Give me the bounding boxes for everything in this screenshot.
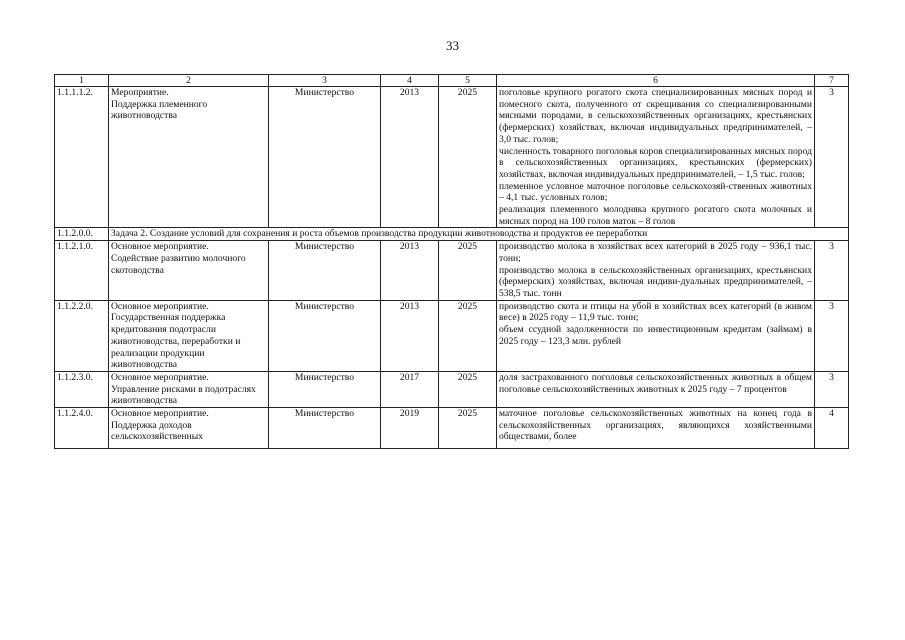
measure-name: Основное мероприятие. Содействие развитию молочного скотоводства [109, 241, 269, 301]
start-year: 2013 [381, 87, 439, 228]
links: 3 [815, 371, 849, 407]
start-year: 2019 [381, 408, 439, 449]
indicators [497, 371, 815, 407]
measure-row [55, 408, 849, 449]
column-number: 7 [815, 75, 849, 87]
indicator-text: производство скота и птицы на убой в хозяйствах всех категорий (в живом весе) в 2025 году – 11,9 тыс. тонн; [499, 300, 812, 324]
page-number: 33 [446, 38, 459, 53]
executor: Министерство [269, 87, 381, 228]
measure-name: Основное мероприятие. Государственная поддержка кредитования подотрасли животноводства, переработки и реализации продукции животноводства [109, 300, 269, 371]
links: 4 [815, 408, 849, 449]
task-title: Задача 2. Создание условий для сохранения и роста объемов производства продукции животноводства и продуктов ее переработки [109, 228, 849, 241]
end-year: 2025 [439, 300, 497, 371]
indicator-text: доля застрахованного поголовья сельскохозяйственных животных в общем поголовье сельскохозяйственных животных к 2025 году – 7 процентов [499, 371, 812, 395]
indicator-text: маточное поголовье сельскохозяйственных животных на конец года в сельскохозяйственных организациях, являющихся хозяйственными обществами, более [499, 408, 812, 443]
row-code: 1.1.1.1.2. [55, 87, 109, 228]
indicators [497, 241, 815, 301]
indicator-text: реализация племенного молодняка крупного рогатого скота молочных и мясных пород на 100 голов маток – 8 голов [499, 204, 812, 227]
measure-name: Основное мероприятие. Управление рисками в подотраслях животноводства [109, 371, 269, 407]
measure-row [55, 241, 849, 301]
executor: Министерство [269, 408, 381, 449]
column-number: 5 [439, 75, 497, 87]
executor: Министерство [269, 300, 381, 371]
start-year: 2017 [381, 371, 439, 407]
column-number: 2 [109, 75, 269, 87]
column-number-row [55, 75, 849, 87]
measure-row [55, 300, 849, 371]
measure-row [55, 87, 849, 228]
row-code: 1.1.2.1.0. [55, 241, 109, 301]
indicators [497, 87, 815, 228]
row-code: 1.1.2.3.0. [55, 371, 109, 407]
row-code: 1.1.2.0.0. [55, 228, 109, 241]
links: 3 [815, 300, 849, 371]
program-table [54, 74, 849, 449]
task-row [55, 228, 849, 241]
executor: Министерство [269, 371, 381, 407]
column-number: 1 [55, 75, 109, 87]
column-number: 3 [269, 75, 381, 87]
column-number: 4 [381, 75, 439, 87]
start-year: 2013 [381, 300, 439, 371]
links: 3 [815, 241, 849, 301]
indicator-text: племенное условное маточное поголовье сельскохозяй-ственных животных – 4,1 тыс. условных голов; [499, 180, 812, 204]
measure-row [55, 371, 849, 407]
indicators [497, 408, 815, 449]
row-code: 1.1.2.4.0. [55, 408, 109, 449]
indicator-text: численность товарного поголовья коров специализированных мясных пород в сельскохозяйственных организациях, крестьянских (фермерских) хозяйствах, включая индивидуальных предпринимателей, – 1,5 тыс. голов; [499, 145, 812, 180]
indicator-text: объем ссудной задолженности по инвестиционным кредитам (займам) в 2025 году – 123,3 млн. рублей [499, 324, 812, 347]
column-number: 6 [497, 75, 815, 87]
end-year: 2025 [439, 408, 497, 449]
links: 3 [815, 87, 849, 228]
end-year: 2025 [439, 371, 497, 407]
end-year: 2025 [439, 241, 497, 301]
measure-name: Мероприятие. Поддержка племенного животноводства [109, 87, 269, 228]
row-code: 1.1.2.2.0. [55, 300, 109, 371]
indicator-text: производство молока в сельскохозяйственных организациях, крестьянских (фермерских) хозяйствах, включая индиви-дуальных предпринимателей, – 538,5 тыс. тонн [499, 264, 812, 299]
executor: Министерство [269, 241, 381, 301]
indicator-text: производство молока в хозяйствах всех категорий в 2025 году – 936,1 тыс. тонн; [499, 241, 812, 264]
indicators [497, 300, 815, 371]
end-year: 2025 [439, 87, 497, 228]
indicator-text: поголовье крупного рогатого скота специализированных мясных пород и помесного скота, полученного от скрещивания со специализированными мясными породами, в сельскохозяйственных организациях, крестьянских (фермерских) хозяйствах, включая индивидуальных предпринимателей, – 3,0 тыс. голов; [499, 87, 812, 145]
start-year: 2013 [381, 241, 439, 301]
measure-name: Основное мероприятие. Поддержка доходов сельскохозяйственных [109, 408, 269, 449]
